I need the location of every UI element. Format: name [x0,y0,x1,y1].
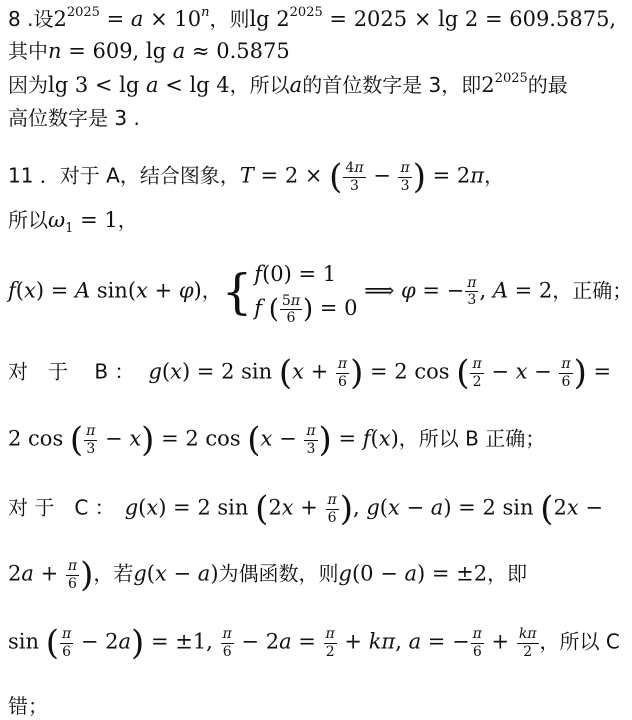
q8-first-digit-text: 的首位数字是 3，即 [302,73,482,97]
q8-because-text: 因为 [8,73,48,97]
q8-so-text: ，所以 [229,73,290,97]
q8-line-4: 高位数字是 3 . [8,106,140,130]
frac-pi-3: $\frac{\pi}{3}$ [400,160,410,194]
q11-b-label: 对 于 B ： [8,359,135,384]
q11-b-line-1: 对 于 B ： g(x) = 2 sin (x + $\frac{\pi}{6}$ ) = 2 cos ( $\frac{\pi}{2}$ − x − $\frac{\pi}{6}$ ) = [8,353,612,393]
q8-set-text: 8 .设 [8,7,54,31]
q11-so-omega: 所以 [8,208,48,232]
q11-c-line-3: sin ( $\frac{\pi}{6}$ − 2a) = ±1, $\frac{\pi}{6}$ − 2a = $\frac{\pi}{2}$ + kπ, a = − $\frac{\pi}{6}$ + $\frac{k\pi}{2}$ ，所以 C [8,623,620,663]
q8-then-text: ，则 [209,7,250,31]
frac-4pi-3: $\frac{4\pi}{3}$ [345,160,364,194]
q11-c-line-1: 对 于 C ： g(x) = 2 sin (2x + $\frac{\pi}{6}$ ), g(x − a) = 2 sin (2x − [8,489,603,529]
q11-a-line: 11 ．对于 A，结合图象，T = 2 × ( $\frac{4\pi}{3}$ − $\frac{\pi}{3}$ ) = 2π， [8,157,505,197]
q11-c-wrong: 错； [8,694,48,718]
q8-line-2: 其中n = 609, lg a ≈ 0.5875 [8,39,290,63]
q11-system-line: f(x) = A sin(x + φ)，{ f(0) = 1 f ( $\frac{5\pi}{6}$ ) = 0 ⟹ φ = − $\frac{\pi}{3}$ , A = 2，正确； [8,258,632,326]
q11-c-label: 对 于 C ： [8,495,115,520]
q11-a-intro: 11 ．对于 A，结合图象， [8,163,240,188]
q11-b-correct: ，所以 B 正确； [398,426,546,451]
q8-most-text: 的最 [527,73,568,97]
q11-a-correct: ，正确； [552,278,632,303]
q8-line-3: 因为lg 3 < lg a < lg 4，所以a的首位数字是 3，即$2^{2025}$的最 [8,71,568,97]
equation-system: f(0) = 1 f ( $\frac{5\pi}{6}$ ) = 0 [254,262,358,326]
q8-line-1: 8 .设$2^{2025} = a \times 10^n$，则$\lg 2^{2025} = 2025 \times \lg 2 = 609.5875$, [8,5,617,31]
q11-b-line-2: 2 cos ( $\frac{\pi}{3}$ − x) = 2 cos (x − $\frac{\pi}{3}$ ) = f(x)，所以 B 正确； [8,420,546,460]
q8-where-text: 其中 [8,39,48,63]
q11-c-line-2: 2a + $\frac{\pi}{6}$ )，若g(x − a)为偶函数，则g(0 − a) = ±2，即 [8,555,528,595]
q11-omega-line: 所以$\omega_1 = 1$， [8,208,138,236]
